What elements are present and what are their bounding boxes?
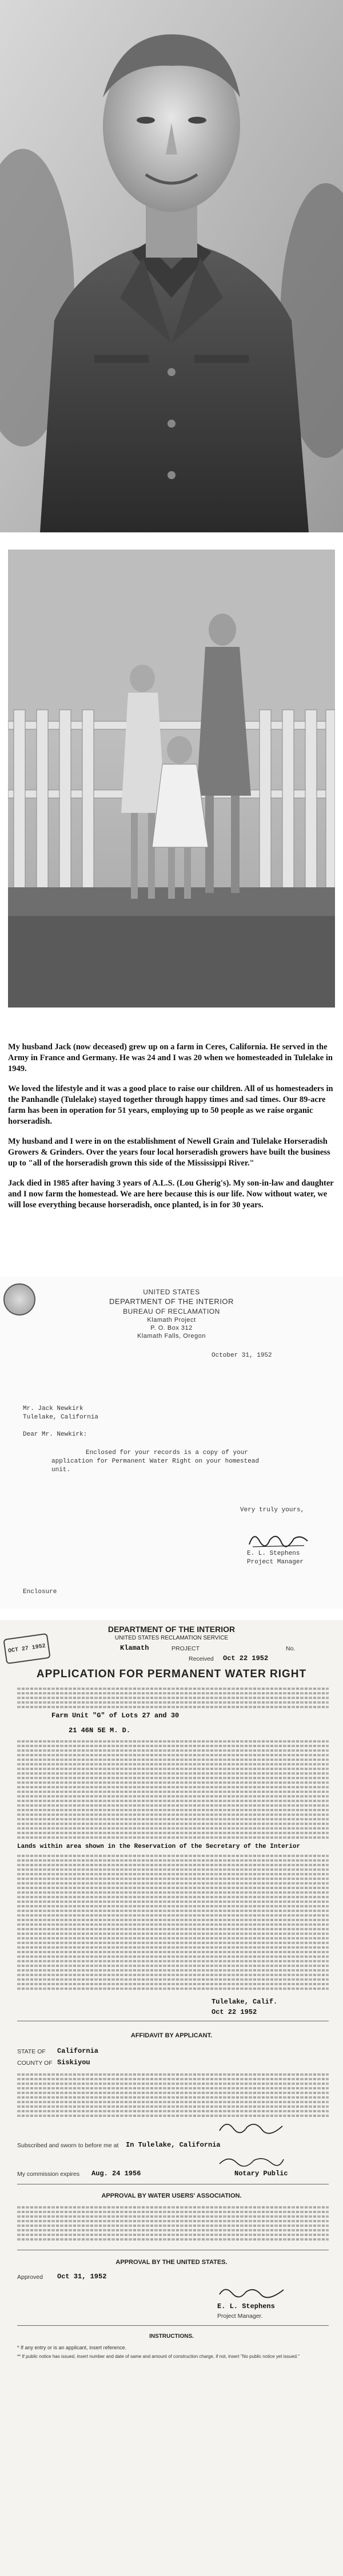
letter-city: Klamath Falls, Oregon (137, 1333, 206, 1340)
state-value: California (57, 2047, 99, 2055)
form-typed-reserve: Lands within area shown in the Reservation of the Secretary of the Interior (17, 1843, 301, 1850)
form-serial-label: No. (286, 1645, 296, 1652)
letter-signer-name: E. L. Stephens (247, 1550, 300, 1557)
subscribed-text: Subscribed and sworn to before me at (17, 2142, 119, 2149)
letter-agency-line-1: UNITED STATES (143, 1288, 200, 1296)
form-fine-print-3 (17, 1855, 329, 1992)
instructions-line-1: * If any entry or is an applicant, insert reference. (17, 2345, 127, 2350)
form-received-label: Received (189, 1656, 214, 1662)
us-signer-title: Project Manager. (217, 2313, 263, 2320)
letter-handwritten-signature-icon (247, 1528, 310, 1550)
us-approved-date: Oct 31, 1952 (57, 2273, 107, 2281)
form-typed-date: Oct 22 1952 (212, 2008, 257, 2016)
letter-agency-line-3: BUREAU OF RECLAMATION (123, 1307, 220, 1315)
soldier-portrait-image (0, 0, 343, 532)
portrait-photo (0, 0, 343, 532)
expires-date: Aug. 24 1956 (91, 2170, 141, 2178)
letter-agency-line-2: DEPARTMENT OF THE INTERIOR (109, 1297, 234, 1306)
form-fine-print-5 (17, 2206, 329, 2243)
water-assoc-heading: APPROVAL BY WATER USERS' ASSOCIATION. (101, 2192, 242, 2199)
county-label: COUNTY OF (17, 2060, 53, 2067)
water-right-application-form (0, 1620, 343, 2576)
expires-label: My commission expires (17, 2171, 80, 2178)
form-fine-print-4 (17, 2073, 329, 2119)
family-photo-image (8, 550, 335, 1008)
county-value: Siskiyou (57, 2059, 90, 2067)
notary-label: Notary Public (234, 2170, 288, 2178)
story-paragraph-1: My husband Jack (now deceased) grew up on a farm in Ceres, California. He served in the Army in France and Germany. He was 24 and I was 20 when we homesteaded in Tulelake in 1949. (8, 1042, 333, 1073)
story-paragraph-3: My husband and I were in on the establishment of Newell Grain and Tulelake Horseradish Growers & Grinders. Over the years four local horseradish growers have built the business up to "all of the horseradish grown this side of the Mississippi River." (8, 1137, 330, 1168)
form-typed-lot: Farm Unit "G" of Lots 27 and 30 (51, 1712, 180, 1720)
form-agency-line-2: UNITED STATES RECLAMATION SERVICE (114, 1635, 229, 1641)
letter-date: October 31, 1952 (212, 1352, 272, 1359)
form-typed-place: Tulelake, Calif. (212, 1998, 278, 2006)
subscribed-place: In Tulelake, California (126, 2141, 221, 2149)
us-signer-name: E. L. Stephens (217, 2302, 275, 2310)
form-divider-4 (17, 2325, 329, 2326)
letter-addressee-city: Tulelake, California (23, 1414, 99, 1421)
received-stamp: OCT 27 1952 (3, 1633, 50, 1664)
story-paragraph-4: Jack died in 1985 after having 3 years of A.L.S. (Lou Gherig's). My son-in-law and daughter and I now farm the homestead. We are here because this is our life. Now without water, we will lose everything because horseradish, once planted, is in for 30 years. (8, 1179, 334, 1210)
letter-enclosure: Enclosure (23, 1589, 57, 1595)
bureau-letter (0, 1277, 343, 1609)
affidavit-heading: AFFIDAVIT BY APPLICANT. (130, 2032, 213, 2039)
letter-salutation: Dear Mr. Newkirk: (23, 1431, 87, 1438)
form-received-date: Oct 22 1952 (223, 1654, 269, 1662)
instructions-line-2: ** If public notice has issued, insert number and date of same and amount of construction charge, if not, insert "No public notice yet issued." (17, 2354, 300, 2359)
form-agency-line-1: DEPARTMENT OF THE INTERIOR (107, 1625, 236, 1634)
form-project-value: Klamath (120, 1644, 149, 1652)
form-fine-print-1 (17, 1688, 329, 1710)
form-fine-print-2 (17, 1740, 329, 1841)
us-approval-heading: APPROVAL BY THE UNITED STATES. (115, 2259, 228, 2266)
letter-body-line-3: unit. (51, 1467, 71, 1473)
letter-closing: Very truly yours, (240, 1507, 305, 1514)
story-paragraph-2: We loved the lifestyle and it was a good place to raise our children. All of us homesteaders in the Panhandle (Tulelake) stayed together through happy times and sad times. Our 89-acre farm has been in operation for 51 years, employing up to 50 people as we raise organic horseradish. (8, 1084, 333, 1126)
homestead-story (8, 1042, 337, 1220)
form-typed-section: 21 46N 5E M. D. (69, 1726, 131, 1735)
instructions-heading: INSTRUCTIONS. (149, 2333, 194, 2340)
state-label: STATE OF (17, 2048, 46, 2055)
letter-body-line-2: application for Permanent Water Right on your homestead (51, 1458, 260, 1465)
form-project-suffix: PROJECT (172, 1645, 200, 1652)
us-approved-label: Approved (17, 2274, 43, 2281)
letter-signer-title: Project Manager (247, 1559, 304, 1566)
letter-project: Klamath Project (147, 1317, 196, 1323)
notary-signature-icon (217, 2152, 286, 2168)
form-title: APPLICATION FOR PERMANENT WATER RIGHT (36, 1668, 307, 1680)
letter-addressee-name: Mr. Jack Newkirk (23, 1405, 83, 1412)
letter-body-line-1: Enclosed for your records is a copy of your (86, 1449, 248, 1456)
letter-po-box: P. O. Box 312 (150, 1325, 193, 1332)
us-signature-icon (217, 2284, 286, 2300)
applicant-signature-icon (217, 2118, 286, 2135)
